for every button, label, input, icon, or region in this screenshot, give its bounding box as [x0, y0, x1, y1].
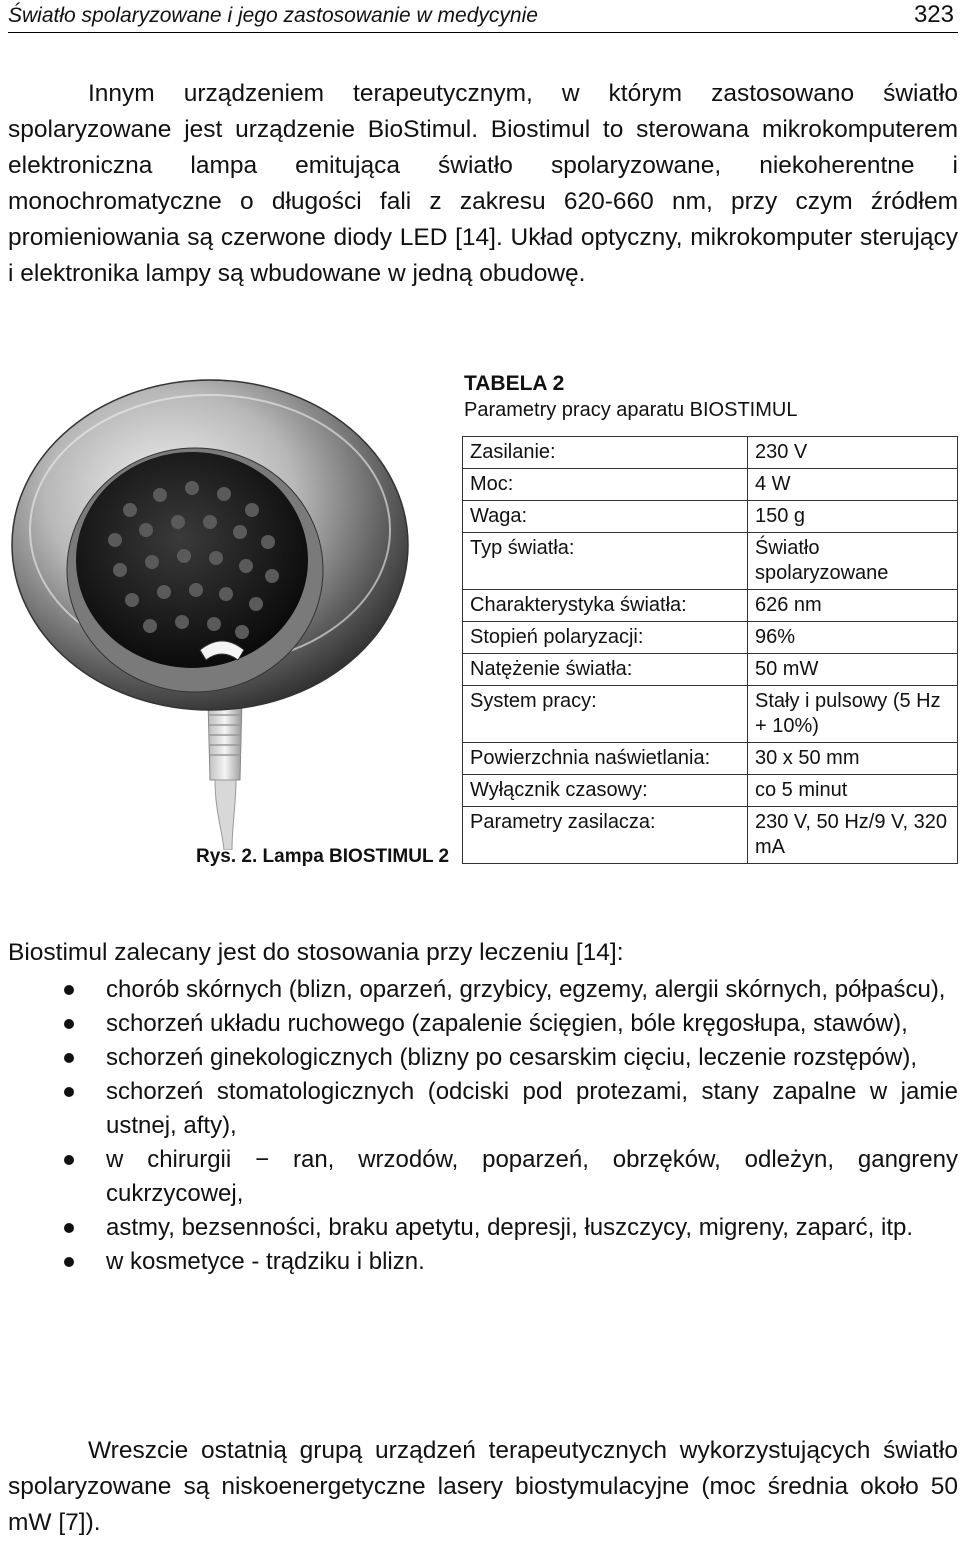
param-name: Powierzchnia naświetlania:: [463, 743, 748, 775]
list-item-text: schorzeń ginekologicznych (blizny po cesarskim cięciu, leczenie rozstępów),: [106, 1044, 918, 1071]
param-name: Waga:: [463, 501, 748, 533]
list-item: [0, 1245, 958, 1279]
bullet-icon: [64, 1223, 74, 1233]
table-row: [463, 743, 958, 775]
list-item-text: w chirurgii − ran, wrzodów, poparzeń, obrzęków, odleżyn, gangreny cukrzycowej,: [106, 1146, 958, 1207]
param-value: 230 V, 50 Hz/9 V, 320 mA: [748, 807, 958, 864]
table-row: [463, 807, 958, 864]
param-value: 96%: [748, 622, 958, 654]
figure-caption: Rys. 2. Lampa BIOSTIMUL 2: [196, 846, 450, 867]
param-value: 230 V: [748, 437, 958, 469]
table-row: [463, 501, 958, 533]
param-name: Moc:: [463, 469, 748, 501]
table-row: [463, 469, 958, 501]
intro-paragraph-text: Innym urządzeniem terapeutycznym, w którym zastosowano światło spolaryzowane jest urządzenie BioStimul. Biostimul to sterowana mikrokomputerem elektroniczna lampa emitująca światło spolaryzowane, niekoherentne i monochromatyczne o długości fali z zakresu 620-660 nm, przy czym źródłem promieniowania są czerwone diody LED [14]. Układ optyczny, mikrokomputer sterujący i elektronika lampy są wbudowane w jedną obudowę.: [8, 80, 958, 287]
table-row: [463, 654, 958, 686]
list-item-text: astmy, bezsenności, braku apetytu, depresji, łuszczycy, migreny, zaparć, itp.: [106, 1214, 913, 1241]
lamp-illustration: [10, 370, 450, 850]
param-value: Światło spolaryzowane: [748, 533, 958, 590]
closing-paragraph-text: Wreszcie ostatnią grupą urządzeń terapeutycznych wykorzystujących światło spolaryzowane są niskoenergetyczne lasery biostymulacyjne (moc średnia około 50 mW [7]).: [8, 1437, 958, 1536]
table-row: [463, 590, 958, 622]
param-name: Zasilanie:: [463, 437, 748, 469]
closing-paragraph: [8, 1433, 958, 1541]
bullet-icon: [64, 1019, 74, 1029]
param-value: 626 nm: [748, 590, 958, 622]
table-row: [463, 622, 958, 654]
param-value: 150 g: [748, 501, 958, 533]
list-item: [0, 1007, 958, 1041]
list-item: [0, 1143, 958, 1211]
page-header: [8, 0, 958, 33]
table-subtitle: Parametry pracy aparatu BIOSTIMUL: [464, 399, 798, 421]
param-name: Wyłącznik czasowy:: [463, 775, 748, 807]
uses-intro: Biostimul zalecany jest do stosowania przy leczeniu [14]:: [8, 939, 624, 966]
param-name: System pracy:: [463, 686, 748, 743]
param-value: 30 x 50 mm: [748, 743, 958, 775]
intro-paragraph: [8, 76, 958, 292]
bullet-icon: [64, 1053, 74, 1063]
param-value: Stały i pulsowy (5 Hz + 10%): [748, 686, 958, 743]
list-item-text: w kosmetyce - trądziku i blizn.: [106, 1248, 425, 1275]
table-row: [463, 437, 958, 469]
running-title: Światło spolaryzowane i jego zastosowanie w medycynie: [8, 4, 538, 27]
lamp-figure: [10, 370, 450, 850]
list-item: [0, 973, 958, 1007]
param-value: 4 W: [748, 469, 958, 501]
table-label: TABELA 2: [464, 372, 565, 395]
param-value: co 5 minut: [748, 775, 958, 807]
param-name: Parametry zasilacza:: [463, 807, 748, 864]
list-item-text: schorzeń układu ruchowego (zapalenie ścięgien, bóle kręgosłupa, stawów),: [106, 1010, 908, 1037]
param-name: Natężenie światła:: [463, 654, 748, 686]
list-item: [0, 1211, 958, 1245]
table-row: [463, 775, 958, 807]
bullet-icon: [64, 985, 74, 995]
param-value: 50 mW: [748, 654, 958, 686]
list-item: [0, 1075, 958, 1143]
bullet-icon: [64, 1087, 74, 1097]
param-name: Charakterystyka światła:: [463, 590, 748, 622]
list-item: [0, 1041, 958, 1075]
table-row: [463, 533, 958, 590]
list-item-text: chorób skórnych (blizn, oparzeń, grzybicy, egzemy, alergii skórnych, półpaścu),: [106, 976, 946, 1003]
param-name: Typ światła:: [463, 533, 748, 590]
uses-list: [0, 973, 958, 1279]
bullet-icon: [64, 1155, 74, 1165]
param-name: Stopień polaryzacji:: [463, 622, 748, 654]
parameters-table: [462, 436, 958, 864]
list-item-text: schorzeń stomatologicznych (odciski pod protezami, stany zapalne w jamie ustnej, afty),: [106, 1078, 958, 1139]
page-number: 323: [913, 1, 954, 28]
bullet-icon: [64, 1257, 74, 1267]
table-row: [463, 686, 958, 743]
